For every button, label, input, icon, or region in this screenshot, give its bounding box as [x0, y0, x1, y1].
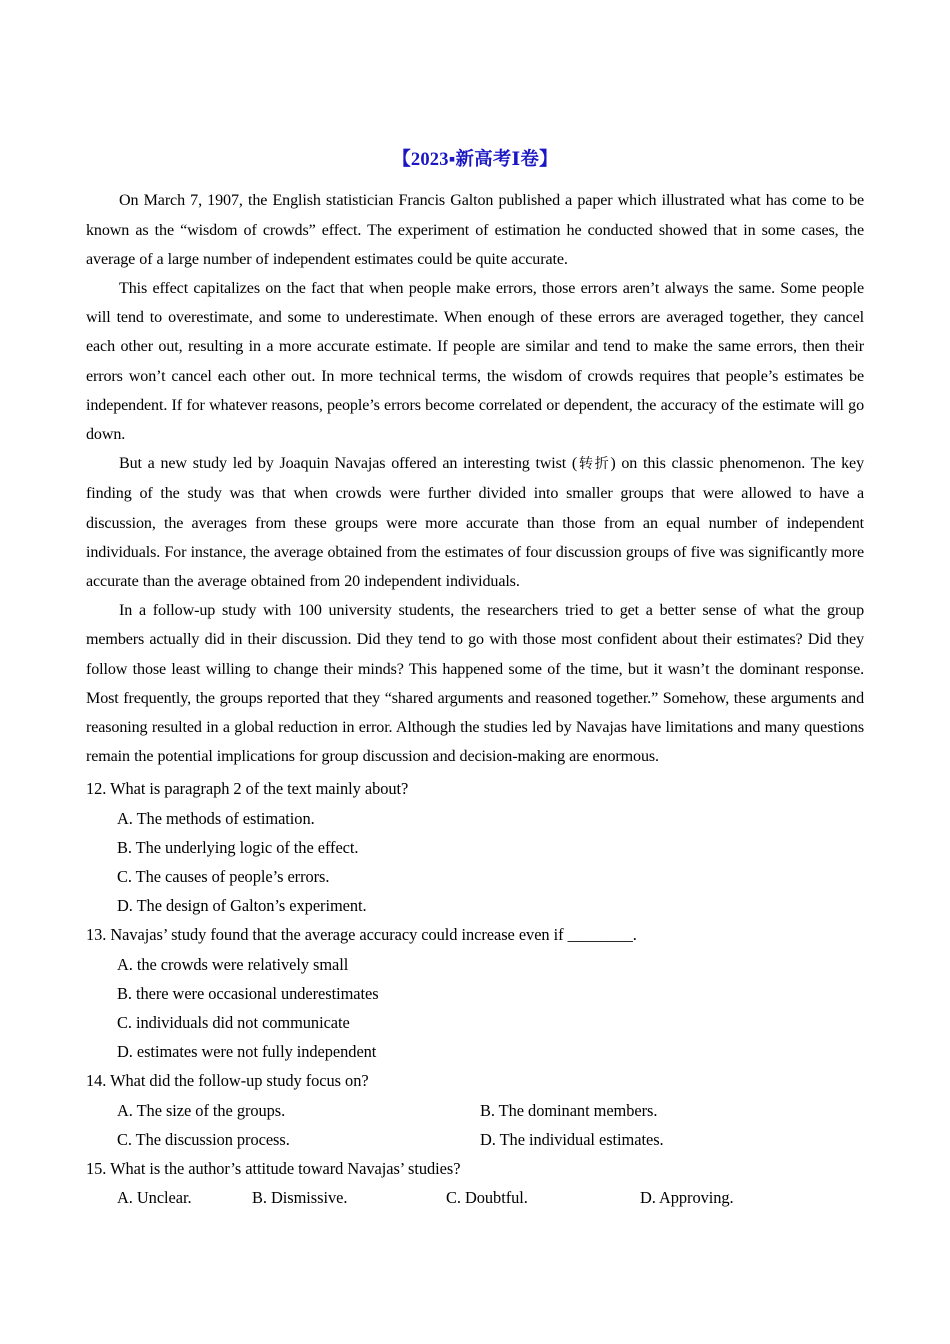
passage-paragraph-3 [86, 449, 864, 596]
passage-paragraph-2: This effect capitalizes on the fact that when people make errors, those errors aren’t always the same. Some people will tend to overestimate, and some to underestimate. When enough of these errors are averaged together, they cancel each other out, resulting in a more accurate estimate. If people are similar and tend to make the same errors, then their errors won’t cancel each other out. In more technical terms, the wisdom of crowds requires that people’s estimates be independent. If for whatever reasons, people’s errors become correlated or dependent, the accuracy of the estimate will go down. [86, 279, 864, 443]
question-14-stem: 14. What did the follow-up study focus on? [86, 1071, 369, 1091]
question-14-option-d[interactable]: D. The individual estimates. [480, 1129, 664, 1149]
questions-section [86, 774, 864, 1212]
question-12-stem: 12. What is paragraph 2 of the text mainly about? [86, 779, 409, 799]
question-12-option-c[interactable]: C. The causes of people’s errors. [117, 867, 330, 887]
question-13-options [86, 950, 864, 1067]
question-14 [86, 1066, 864, 1154]
question-14-option-c[interactable]: C. The discussion process. [117, 1129, 290, 1149]
question-14-options [86, 1096, 864, 1154]
question-14-option-b[interactable]: B. The dominant members. [480, 1100, 658, 1120]
question-13 [86, 920, 864, 1066]
question-14-option-a[interactable]: A. The size of the groups. [117, 1100, 286, 1120]
passage-paragraph-3-part2: ) on this classic phenomenon. The key finding of the study was that when crowds were further divided into smaller groups that were allowed to have a discussion, the averages from these groups were more accurate than those from an equal number of independent individuals. For instance, the average obtained from the estimates of four discussion groups of five was significantly more accurate than the average obtained from 20 independent individuals. [86, 455, 864, 590]
question-13-option-b[interactable]: B. there were occasional underestimates [117, 983, 379, 1003]
question-12 [86, 774, 864, 920]
question-13-stem: 13. Navajas’ study found that the average accuracy could increase even if ________. [86, 925, 637, 945]
question-13-option-a[interactable]: A. the crowds were relatively small [117, 954, 349, 974]
question-15-options [86, 1183, 864, 1212]
question-12-options [86, 804, 864, 921]
question-12-option-d[interactable]: D. The design of Galton’s experiment. [117, 896, 367, 916]
question-15-stem: 15. What is the author’s attitude toward Navajas’ studies? [86, 1159, 461, 1179]
question-13-option-d[interactable]: D. estimates were not fully independent [117, 1042, 377, 1062]
question-15-option-d[interactable]: D. Approving. [640, 1188, 734, 1208]
question-15-option-a[interactable]: A. Unclear. [117, 1188, 192, 1208]
question-15 [86, 1154, 864, 1212]
question-12-option-b[interactable]: B. The underlying logic of the effect. [117, 837, 359, 857]
question-12-option-a[interactable]: A. The methods of estimation. [117, 808, 315, 828]
chinese-gloss-zhuanzhe: 转折 [577, 456, 611, 473]
reading-passage [86, 186, 864, 771]
passage-paragraph-3-part1: But a new study led by Joaquin Navajas offered an interesting twist ( [119, 455, 578, 473]
question-13-option-c[interactable]: C. individuals did not communicate [117, 1013, 350, 1033]
question-15-option-c[interactable]: C. Doubtful. [446, 1188, 528, 1208]
question-15-option-b[interactable]: B. Dismissive. [252, 1188, 348, 1208]
page-title: 【2023▪新高考Ⅰ卷】 [392, 150, 558, 170]
passage-paragraph-4: In a follow-up study with 100 university students, the researchers tried to get a better sense of what the group members actually did in their discussion. Did they tend to go with those most confident about their estimates? Did they follow those least willing to change their minds? This happened some of the time, but it wasn’t the dominant response. Most frequently, the groups reported that they “shared arguments and reasoned together.” Somehow, these arguments and reasoning resulted in a global reduction in error. Although the studies led by Navajas have limitations and many questions remain the potential implications for group discussion and decision-making are enormous. [86, 602, 864, 766]
passage-paragraph-1: On March 7, 1907, the English statistician Francis Galton published a paper which illustrated what has come to be known as the “wisdom of crowds” effect. The experiment of estimation he conducted showed that in some cases, the average of a large number of independent estimates could be quite accurate. [86, 192, 864, 268]
